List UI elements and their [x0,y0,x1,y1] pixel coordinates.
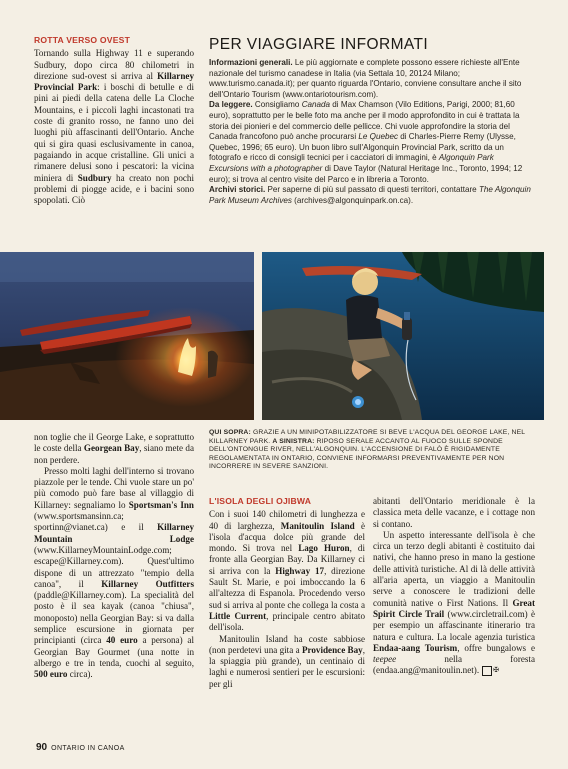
paragraph-cottages: abitanti dell'Ontario meridionale è la classica meta delle vacanze, e i cottage non si contano. [373,496,535,529]
sidebar-reading: Da leggere. Consigliamo Canada di Max Chamson (Vilo Editions, Parigi, 2000; 81,60 euro), soprattutto per le belle foto ma anche per il modo approfondito in cui è trattata la storia dei pionieri e del commercio delle pellicce. Chi vuole approfondire la storia del Canada francofono può anche procurarsi Le Quebec di Charles-Pierre Remy (Ulysse, Quebec, 1996; 65 euro). Un buon libro sull'Algonquin Provincial Park, scritto da un fotografo e ricco di consigli tecnici per i cacciatori di immagini, è Algonquin Park Excursions with a photographer di Dave Taylor (Natural Heritage Inc., Toronto, 1994; 12 euro); si trova al centro visite del Parco e in libreria a Toronto. [209,100,523,184]
paragraph-first-nations: Un aspetto interessante dell'isola è che circa un terzo degli abitanti è costituito dai nativi, che hanno preso in mano la gestione delle attività turistiche. Al di là delle attività all'aria aperta, un viaggio a Manitoulin serve a conoscere le tradizioni delle comunità native o First Nations. Il Great Spirit Circle Trail (www.circletrail.com) è per esempio un affascinante itinerario tra natura e cultura. La locale agenzia turistica Endaa-aang Tourism, offre bungalows e teepee nella foresta (endaa.ang@manitoulin.net). ✠ [373,529,535,676]
page-folio [36,742,125,753]
intro-paragraph: Tornando sulla Highway 11 e superando Sudbury, dopo circa 80 chilometri in direzione sud-ovest si arriva al Killarney Provincial Park: i boschi di betulle e di pini ai piedi della catena delle La Cloche Mountains, e i piccoli laghi incastonati tra coste di granito rosso, ne fanno uno dei luoghi più affascinanti dell'Ontario. Anche qui si gira quasi esclusivamente in canoa, pagaiando in acque cristalline. Gli unici a rimanere delusi sono i pescatori: la vicina miniera di Sudbury ha creato non pochi problemi di piogge acide, e i bacini sono spopolati. Ciò [34,48,194,206]
sidebar-archives: Archivi storici. Per saperne di più sul passato di questi territori, contattare The Algonquin Park Museum Archives (archives@algonquinpark.on.ca). [209,185,531,205]
paragraph-george-lake: non toglie che il George Lake, e soprattutto le coste della Georgean Bay, siano mete da non perdere. [34,432,194,465]
middle-column [209,496,365,690]
sidebar-info: Informazioni generali. Le più aggiornate e complete possono essere richieste all'Ente nazionale del turismo canadese in Italia (via Settala 10, 20124 Milano; www.turismo.canada.it); per quanto riguarda l'Ontario, conviene consultare anche il sito dell'Ontario Tourism (www.ontariotourism.com). [209,58,522,99]
paragraph-lodging: Presso molti laghi dell'interno si trovano piazzole per le tende. Chi vuole stare un po' più comodo può fare base al villaggio di Killarney: segnaliamo lo Sportsman's Inn (www.sportsmansinn.ca; sportinn@vianet.ca) e il Killarney Mountain Lodge (www.KillarneyMountainLodge.com; escape@Killarney.com). Quest'ultimo dispone di un attrezzato "tempio della canoa", il Killarney Outfitters (paddle@Killarney.com). La specialità del posto è il sea kayak (canoa "chiusa", monoposto) nella Georgian Bay: si va dalla semplice escursione in giornata per principianti (circa 40 euro a persona) al Georgian Bay Gourmet (una notte in albergo e tre in tenda, cuochi al seguito, 500 euro circa). [34,465,194,680]
paragraph-manitoulin-intro: Con i suoi 140 chilometri di lunghezza e 40 di larghezza, Manitoulin Island è l'isola d'acqua dolce più grande del mondo. Si trova nel Lago Huron, di fronte alla Georgian Bay. Da Killarney ci si arriva con la Highway 17, direzione Sault St. Marie, e poi imboccando la 6 all'altezza di Espanola. Procedendo verso sud si arriva al ponte che collega la costa a Little Current, principale centro abitato dell'isola. [209,509,365,633]
page-number: 90 [36,742,48,753]
photo-caption: QUI SOPRA: GRAZIE A UN MINIPOTABILIZZATORE SI BEVE L'ACQUA DEL GEORGE LAKE, NEL KILLARNEY PARK. A SINISTRA: RIPOSO SERALE ACCANTO AL FUOCO SULLE SPONDE DELL'ONTONGUE RIVER, NELL'ALGONQUIN. L'ACCENSIONE DI FALÒ È RIGIDAMENTE REGOLAMENTATA IN ONTARIO, CONVIENE INFORMARSI PREVENTIVAMENTE PER NON INCORRERE IN SEVERE SANZIONI. [209,429,525,471]
section-heading-ovest: ROTTA VERSO OVEST [34,35,131,45]
sidebar-body [209,58,535,206]
campfire-photo [0,252,254,420]
paragraph-manitoulin-beaches: Manitoulin Island ha coste sabbiose (non perdetevi una gita a Providence Bay, la spiaggia più grande), un centinaio di laghi e numerosi sentieri per le escursioni: per gli [209,633,365,689]
left-column-bottom [34,432,194,681]
magazine-section: ONTARIO IN CANOA [51,745,125,752]
sidebar-title: PER VIAGGIARE INFORMATI [209,36,429,53]
end-mark-icon: ✠ [482,666,492,676]
left-column-top [34,35,194,206]
right-column [373,496,535,677]
section-heading-ojibwa: L'ISOLA DEGLI OJIBWA [209,496,312,506]
water-filter-photo [262,252,544,420]
